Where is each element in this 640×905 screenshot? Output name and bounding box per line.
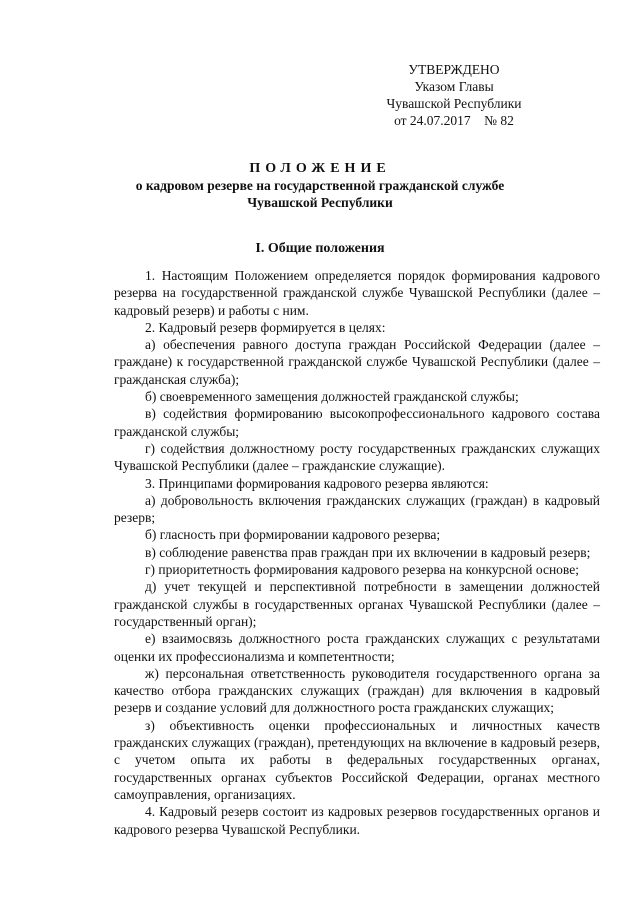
- paragraph: 2. Кадровый резерв формируется в целях:: [145, 319, 386, 335]
- section-heading: I. Общие положения: [255, 241, 385, 256]
- paragraph: ж) персональная ответственность руководителя государственного органа за качество отбора гражданских служащих (граждан) для включения в кадровый резерв и создание условий для должностного роста гражданских служащих;: [114, 665, 600, 716]
- paragraph: а) добровольность включения гражданских служащих (граждан) в кадровый резерв;: [114, 492, 600, 526]
- paragraph: в) содействия формированию высокопрофессионального кадрового состава гражданской службы;: [114, 406, 600, 439]
- document-title-block: [0, 160, 640, 211]
- paragraph: е) взаимосвязь должностного роста гражданских служащих с результатами оценки их профессионализма и компетентности;: [114, 631, 600, 664]
- paragraph: б) гласность при формировании кадрового резерва;: [145, 527, 441, 543]
- paragraph: в) соблюдение равенства прав граждан при их включении в кадровый резерв;: [145, 544, 591, 560]
- approval-label: УТВЕРЖДЕНО: [408, 62, 500, 77]
- document-body: [114, 267, 600, 838]
- approval-decree: Указом Главы: [414, 79, 494, 94]
- paragraph: 1. Настоящим Положением определяется порядок формирования кадрового резерва на государственной гражданской службе Чувашской Республики (далее – кадровый резерв) и работы с ним.: [114, 268, 600, 318]
- paragraph: 4. Кадровый резерв состоит из кадровых резервов государственных органов и кадрового резерва Чувашской Республики.: [114, 804, 600, 837]
- paragraph: з) объективность оценки профессиональных и личностных качеств гражданских служащих (граждан), претендующих на включение в кадровый резерв, с учетом опыта их работы в федеральных государственных органах, государственных органах субъектов Российской Федерации, органах местного самоуправления, организациях.: [114, 717, 600, 802]
- document-subtitle-line-2: Чувашской Республики: [247, 195, 393, 210]
- paragraph: г) приоритетность формирования кадрового резерва на конкурсной основе;: [145, 562, 579, 578]
- paragraph: 3. Принципами формирования кадрового резерва являются:: [145, 475, 489, 491]
- paragraph: б) своевременного замещения должностей гражданской службы;: [145, 389, 519, 405]
- document-subtitle-line-1: о кадровом резерве на государственной гражданской службе: [135, 178, 505, 193]
- approval-authority: Чувашской Республики: [386, 96, 522, 111]
- paragraph: а) обеспечения равного доступа граждан Российской Федерации (далее – граждане) к государственной гражданской службе Чувашской Республики (далее – гражданская служба);: [114, 337, 600, 387]
- document-title: ПОЛОЖЕНИЕ: [249, 161, 391, 176]
- approval-stamp: [354, 61, 554, 129]
- paragraph: д) учет текущей и перспективной потребности в замещении должностей гражданской службы в государственных органах Чувашской Республики (далее – государственный орган);: [114, 579, 600, 629]
- paragraph: г) содействия должностному росту государственных гражданских служащих Чувашской Республики (далее – гражданские служащие).: [114, 440, 600, 474]
- approval-date-number: от 24.07.2017 № 82: [394, 113, 514, 128]
